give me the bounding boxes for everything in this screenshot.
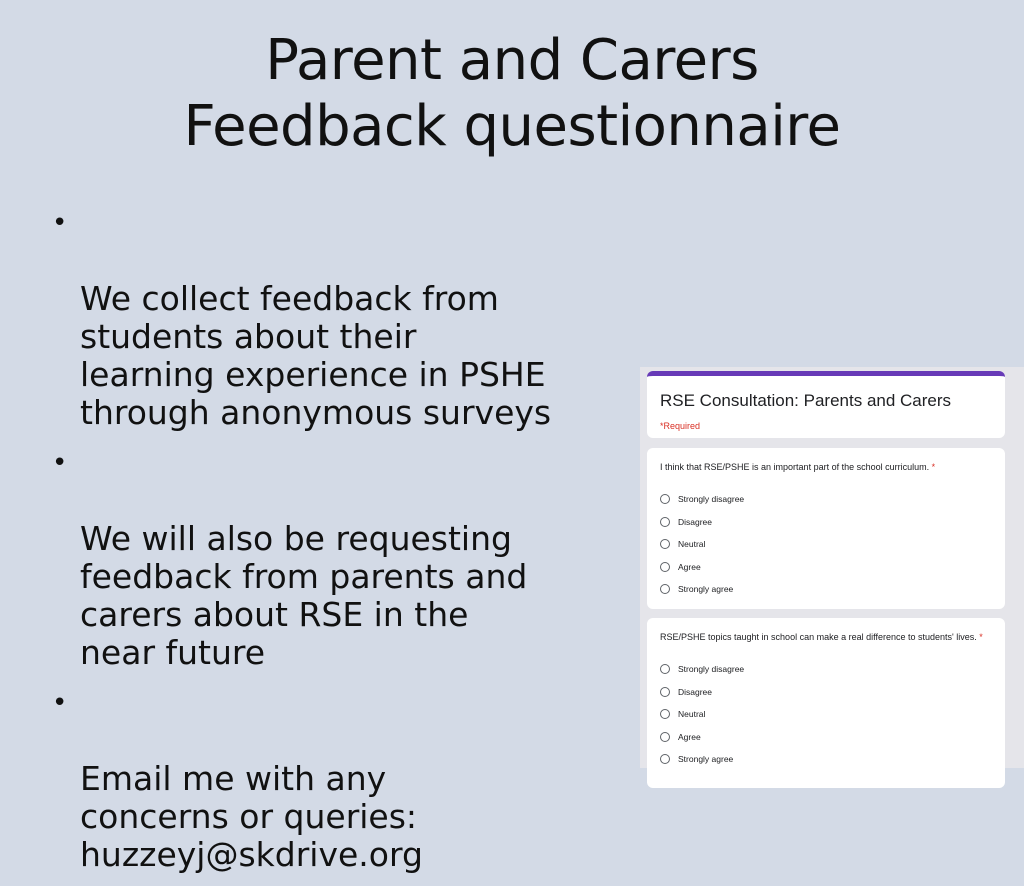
required-star: * (931, 462, 936, 472)
form-screenshot (640, 367, 1024, 768)
radio-option-neutral[interactable] (660, 703, 744, 726)
options-list (660, 488, 744, 601)
question-text (660, 462, 935, 472)
options-list (660, 658, 744, 771)
radio-option-strongly-agree[interactable] (660, 578, 744, 601)
option-label: Neutral (678, 709, 706, 720)
question-card-2 (647, 618, 1005, 788)
question-text (660, 632, 983, 642)
bullet-text: We will also be requesting feedback from parents and carers about RSE in the near future (80, 519, 528, 672)
radio-option-disagree[interactable] (660, 681, 744, 704)
option-label: Strongly agree (678, 754, 734, 765)
slide-title (0, 28, 1024, 160)
question-card-1 (647, 448, 1005, 609)
radio-button-icon[interactable] (660, 709, 670, 719)
form-title: RSE Consultation: Parents and Carers (660, 391, 952, 410)
form-header-card (647, 371, 1005, 438)
bullet-item (50, 444, 630, 672)
required-star: * (979, 632, 983, 642)
radio-option-disagree[interactable] (660, 511, 744, 534)
radio-button-icon[interactable] (660, 754, 670, 764)
radio-button-icon[interactable] (660, 517, 670, 527)
radio-option-neutral[interactable] (660, 533, 744, 556)
radio-option-agree[interactable] (660, 726, 744, 749)
option-label: Agree (678, 731, 701, 742)
bullet-list (50, 204, 630, 886)
bullet-dot-icon: • (52, 448, 68, 478)
option-label: Disagree (678, 686, 713, 697)
bullet-dot-icon: • (52, 208, 68, 238)
bullet-text: We collect feedback from students about their learning experience in PSHE through anonymous surveys (80, 279, 552, 432)
option-label: Strongly disagree (678, 494, 745, 505)
radio-button-icon[interactable] (660, 562, 670, 572)
bullet-dot-icon: • (52, 688, 68, 718)
option-label: Neutral (678, 539, 706, 550)
bullet-item (50, 684, 630, 874)
slide-title-line-1: Parent and Carers (265, 28, 759, 93)
radio-option-strongly-agree[interactable] (660, 748, 744, 771)
radio-button-icon[interactable] (660, 539, 670, 549)
radio-option-strongly-disagree[interactable] (660, 658, 744, 681)
option-label: Disagree (678, 516, 713, 527)
required-note: *Required (660, 421, 701, 431)
option-label: Strongly disagree (678, 664, 745, 675)
radio-option-strongly-disagree[interactable] (660, 488, 744, 511)
radio-button-icon[interactable] (660, 494, 670, 504)
question-label: RSE/PSHE topics taught in school can make a real difference to students' lives. (660, 632, 977, 642)
option-label: Agree (678, 561, 701, 572)
bullet-item (50, 204, 630, 432)
bullet-text: Email me with any concerns or queries: huzzeyj@skdrive.org (80, 759, 423, 874)
radio-button-icon[interactable] (660, 584, 670, 594)
question-label: I think that RSE/PSHE is an important part of the school curriculum. (660, 462, 930, 472)
radio-option-agree[interactable] (660, 556, 744, 579)
radio-button-icon[interactable] (660, 687, 670, 697)
option-label: Strongly agree (678, 584, 734, 595)
radio-button-icon[interactable] (660, 732, 670, 742)
slide-title-line-2: Feedback questionnaire (183, 94, 841, 159)
radio-button-icon[interactable] (660, 664, 670, 674)
